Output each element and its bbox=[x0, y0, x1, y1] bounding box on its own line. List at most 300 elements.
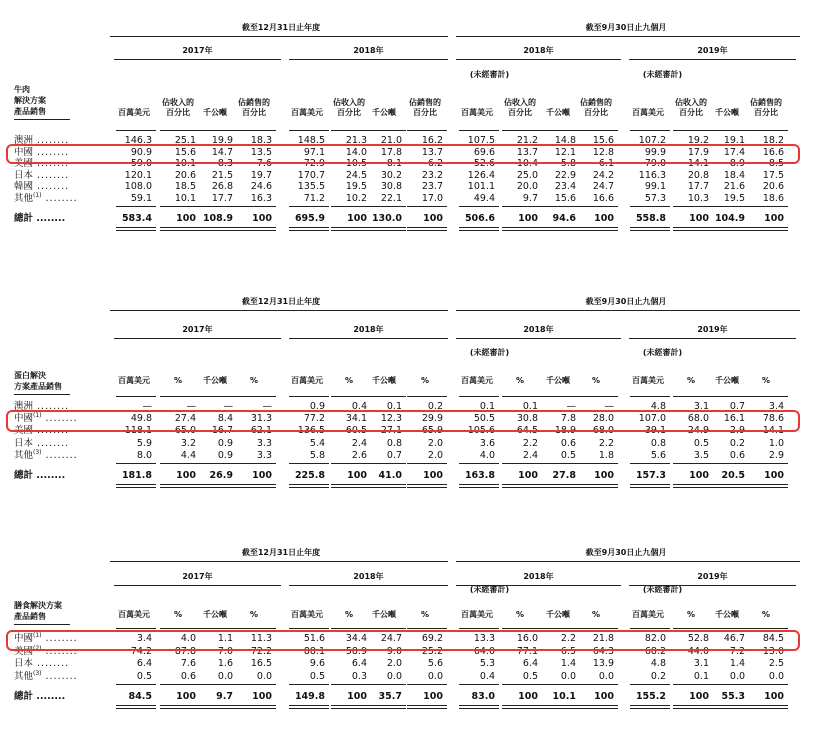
table-cell: 97.1 bbox=[303, 146, 325, 158]
total-double-rule bbox=[540, 227, 580, 231]
column-header-rule bbox=[502, 130, 542, 131]
total-double-rule bbox=[578, 227, 618, 231]
table-cell: 64.3 bbox=[592, 645, 614, 657]
column-header-rule bbox=[366, 628, 406, 629]
total-double-rule bbox=[709, 705, 749, 709]
total-cell: 27.8 bbox=[552, 470, 576, 481]
column-header-rule bbox=[407, 130, 447, 131]
total-rule bbox=[578, 206, 618, 207]
total-rule bbox=[366, 684, 406, 685]
column-header-rule bbox=[748, 130, 788, 131]
table-cell: 10.3 bbox=[687, 193, 709, 204]
total-rule bbox=[116, 463, 156, 464]
total-double-rule bbox=[366, 484, 406, 488]
table-cell: 3.1 bbox=[693, 401, 709, 412]
column-header-rule bbox=[630, 130, 670, 131]
table-cell: 16.5 bbox=[250, 658, 272, 670]
total-double-rule bbox=[502, 705, 542, 709]
table-cell: 20.0 bbox=[516, 181, 538, 193]
total-rule bbox=[630, 206, 670, 207]
column-header-rule bbox=[673, 396, 713, 397]
table-cell: 90.9 bbox=[130, 146, 152, 158]
table-cell: 26.8 bbox=[211, 181, 233, 193]
period-header-full-year: 截至12月31日止年度 bbox=[241, 548, 321, 557]
table-cell: 15.6 bbox=[174, 146, 196, 158]
year-rule bbox=[289, 585, 448, 586]
year-header: 2017年 bbox=[182, 572, 213, 581]
table-cell: 4.4 bbox=[180, 449, 196, 461]
total-rule bbox=[578, 463, 618, 464]
table-cell: 0.3 bbox=[351, 670, 367, 682]
total-cell: 155.2 bbox=[635, 691, 666, 703]
table-cell: 0.0 bbox=[768, 670, 784, 682]
table-cell: 5.6 bbox=[427, 658, 443, 670]
row-label-text: 其他 bbox=[14, 670, 34, 682]
table-cell: 16.3 bbox=[250, 193, 272, 204]
year-header: 2017年 bbox=[182, 325, 213, 334]
table-cell: 7.2 bbox=[729, 645, 745, 657]
total-double-rule bbox=[160, 705, 200, 709]
total-rule bbox=[116, 206, 156, 207]
category-underline bbox=[14, 394, 70, 395]
total-cell: 104.9 bbox=[714, 212, 745, 224]
column-header: 千公噸 bbox=[546, 376, 570, 385]
table-cell: 0.1 bbox=[522, 401, 538, 412]
table-cell: 7.6 bbox=[180, 658, 196, 670]
table-cell: 27.1 bbox=[380, 425, 402, 437]
footnote-marker: (1) bbox=[33, 191, 42, 199]
table-cell: 7.8 bbox=[560, 413, 576, 425]
year-rule bbox=[456, 59, 621, 60]
total-rule bbox=[673, 463, 713, 464]
table-cell: 14.7 bbox=[211, 146, 233, 158]
table-cell: 0.1 bbox=[386, 401, 402, 412]
table-cell: 15.6 bbox=[592, 135, 614, 146]
column-header-rule bbox=[160, 628, 200, 629]
table-cell: 65.0 bbox=[174, 425, 196, 437]
table-cell: 62.1 bbox=[250, 425, 272, 437]
table-cell: 4.0 bbox=[180, 633, 196, 644]
total-label: 總計 ........ bbox=[14, 691, 66, 703]
table-cell: 11.3 bbox=[250, 633, 272, 644]
column-header: % bbox=[515, 610, 524, 619]
total-double-rule bbox=[578, 705, 618, 709]
total-rule bbox=[502, 206, 542, 207]
table-cell: 21.2 bbox=[516, 135, 538, 146]
table-cell: 10.2 bbox=[345, 193, 367, 204]
total-rule bbox=[709, 463, 749, 464]
table-cell: 17.9 bbox=[687, 146, 709, 158]
table-cell: 0.0 bbox=[729, 670, 745, 682]
table-cell: 23.7 bbox=[421, 181, 443, 193]
table-cell: 24.9 bbox=[687, 425, 709, 437]
total-cell: 108.9 bbox=[202, 212, 233, 224]
total-cell: 695.9 bbox=[294, 212, 325, 224]
row-label-text: 其他 bbox=[14, 193, 34, 204]
leader-dots: ........ bbox=[33, 401, 70, 412]
period-rule bbox=[456, 310, 800, 311]
table-cell: 2.4 bbox=[522, 449, 538, 461]
total-rule bbox=[289, 206, 329, 207]
leader-dots: ........ bbox=[41, 193, 78, 204]
table-cell: 21.5 bbox=[211, 169, 233, 181]
table-cell: 21.3 bbox=[345, 135, 367, 146]
column-header: 千公噸 bbox=[203, 108, 227, 117]
table-cell: 28.0 bbox=[592, 413, 614, 425]
total-double-rule bbox=[673, 705, 713, 709]
total-cell: 84.5 bbox=[128, 691, 152, 703]
row-label-text: 澳洲 bbox=[14, 135, 34, 146]
table-cell: 18.5 bbox=[174, 181, 196, 193]
table-cell: 1.1 bbox=[217, 633, 233, 644]
column-header: 千公噸 bbox=[715, 610, 739, 619]
table-cell: 24.6 bbox=[250, 181, 272, 193]
year-rule bbox=[629, 59, 796, 60]
table-cell: 13.0 bbox=[762, 645, 784, 657]
table-cell: 19.5 bbox=[345, 181, 367, 193]
row-label-text: 其他 bbox=[14, 449, 34, 461]
table-cell: 77.2 bbox=[303, 413, 325, 425]
total-cell: 100 bbox=[252, 212, 272, 224]
column-header: % bbox=[344, 376, 353, 385]
total-cell: 83.0 bbox=[471, 691, 495, 703]
table-cell: 0.5 bbox=[309, 670, 325, 682]
leader-dots: ........ bbox=[41, 449, 78, 461]
table-cell: 0.4 bbox=[351, 401, 367, 412]
year-rule bbox=[289, 338, 448, 339]
table-cell: — bbox=[223, 401, 233, 412]
table-cell: 18.4 bbox=[723, 169, 745, 181]
total-double-rule bbox=[236, 227, 276, 231]
table-cell: 0.9 bbox=[309, 401, 325, 412]
table-cell: 13.9 bbox=[592, 658, 614, 670]
table-cell: 16.1 bbox=[723, 413, 745, 425]
table-cell: 18.9 bbox=[554, 425, 576, 437]
table-cell: 21.8 bbox=[592, 633, 614, 644]
table-cell: 135.5 bbox=[297, 181, 325, 193]
total-cell: 100 bbox=[176, 470, 196, 481]
column-header: 百萬美元 bbox=[118, 108, 150, 117]
total-double-rule bbox=[673, 484, 713, 488]
table-cell: 116.3 bbox=[638, 169, 666, 181]
column-header-rule bbox=[407, 396, 447, 397]
column-header-rule bbox=[709, 130, 749, 131]
table-cell: 17.5 bbox=[762, 169, 784, 181]
table-row bbox=[0, 658, 825, 670]
period-header-nine-months: 截至9月30日止九個月 bbox=[585, 23, 667, 32]
period-rule bbox=[456, 561, 800, 562]
table-cell: 2.0 bbox=[386, 658, 402, 670]
table-cell: 126.4 bbox=[467, 169, 495, 181]
table-cell: 17.8 bbox=[380, 146, 402, 158]
row-label-text: 日本 bbox=[14, 169, 34, 181]
column-header-rule bbox=[366, 130, 406, 131]
table-cell: 107.5 bbox=[467, 135, 495, 146]
total-rule bbox=[160, 206, 200, 207]
row-label-text: 美國 bbox=[14, 645, 34, 657]
table-cell: 72.9 bbox=[303, 158, 325, 170]
table-cell: 99.1 bbox=[644, 181, 666, 193]
table-cell: 72.2 bbox=[250, 645, 272, 657]
table-cell: 84.5 bbox=[762, 633, 784, 644]
column-header: 千公噸 bbox=[372, 376, 396, 385]
table-cell: 82.0 bbox=[644, 633, 666, 644]
column-header: % bbox=[515, 376, 524, 385]
year-rule bbox=[114, 59, 281, 60]
table-cell: — bbox=[186, 401, 196, 412]
column-header: 千公噸 bbox=[372, 610, 396, 619]
column-header: 百萬美元 bbox=[291, 376, 323, 385]
total-cell: 157.3 bbox=[635, 470, 666, 481]
total-rule bbox=[459, 206, 499, 207]
total-double-rule bbox=[116, 484, 156, 488]
column-header: 佔銷售的 百分比 bbox=[750, 98, 782, 117]
table-cell: 27.4 bbox=[174, 413, 196, 425]
table-cell: 14.1 bbox=[762, 425, 784, 437]
period-rule bbox=[110, 310, 448, 311]
column-header-rule bbox=[160, 130, 200, 131]
column-header-rule bbox=[407, 628, 447, 629]
table-cell: 77.1 bbox=[516, 645, 538, 657]
total-rule bbox=[748, 206, 788, 207]
column-header-rule bbox=[236, 628, 276, 629]
total-double-rule bbox=[197, 227, 237, 231]
total-rule bbox=[331, 463, 371, 464]
total-double-rule bbox=[630, 705, 670, 709]
row-label bbox=[14, 671, 78, 683]
total-row bbox=[0, 691, 825, 703]
table-cell: 3.2 bbox=[180, 437, 196, 449]
column-header: 佔收入的 百分比 bbox=[504, 98, 536, 117]
column-header: % bbox=[344, 610, 353, 619]
total-rule bbox=[502, 463, 542, 464]
table-cell: 9.6 bbox=[309, 658, 325, 670]
table-cell: 30.2 bbox=[380, 169, 402, 181]
total-rule bbox=[540, 684, 580, 685]
leader-dots: ........ bbox=[41, 413, 78, 425]
total-cell: 100 bbox=[347, 212, 367, 224]
column-header: 千公噸 bbox=[715, 108, 739, 117]
total-double-rule bbox=[331, 227, 371, 231]
table-cell: 59.1 bbox=[130, 193, 152, 204]
table-cell: 2.4 bbox=[351, 437, 367, 449]
table-cell: 2.5 bbox=[768, 658, 784, 670]
total-cell: 100 bbox=[594, 691, 614, 703]
total-cell: 130.0 bbox=[371, 212, 402, 224]
table-cell: 52.8 bbox=[687, 633, 709, 644]
column-header-rule bbox=[366, 396, 406, 397]
column-header-rule bbox=[709, 396, 749, 397]
table-cell: 12.1 bbox=[554, 146, 576, 158]
table-cell: 60.5 bbox=[345, 425, 367, 437]
table-cell: 0.0 bbox=[386, 670, 402, 682]
total-cell: 100 bbox=[764, 470, 784, 481]
period-header-full-year: 截至12月31日止年度 bbox=[241, 23, 321, 32]
table-cell: 0.2 bbox=[427, 401, 443, 412]
table-cell: 16.7 bbox=[211, 425, 233, 437]
table-cell: 13.3 bbox=[473, 633, 495, 644]
category-label bbox=[14, 600, 62, 622]
table-row bbox=[0, 181, 825, 193]
column-header-rule bbox=[331, 130, 371, 131]
column-header-rule bbox=[748, 396, 788, 397]
column-header-rule bbox=[459, 628, 499, 629]
year-rule bbox=[456, 338, 621, 339]
table-cell: 0.9 bbox=[217, 437, 233, 449]
table-cell: 13.7 bbox=[516, 146, 538, 158]
column-header-rule bbox=[502, 396, 542, 397]
total-cell: 163.8 bbox=[464, 470, 495, 481]
footnote-marker: (3) bbox=[33, 669, 42, 677]
total-double-rule bbox=[366, 705, 406, 709]
table-cell: 30.8 bbox=[380, 181, 402, 193]
total-cell: 94.6 bbox=[552, 212, 576, 224]
table-cell: 0.6 bbox=[729, 449, 745, 461]
table-cell: 2.0 bbox=[427, 449, 443, 461]
total-rule bbox=[197, 206, 237, 207]
table-cell: 17.7 bbox=[211, 193, 233, 204]
total-label: 總計 ........ bbox=[14, 212, 66, 224]
unaudited-note: (未經審計) bbox=[642, 348, 683, 357]
footnote-marker: (1) bbox=[33, 631, 42, 639]
column-header: 佔收入的 百分比 bbox=[162, 98, 194, 117]
unaudited-note: (未經審計) bbox=[642, 70, 683, 79]
category-label-line: 產品銷售 bbox=[14, 107, 46, 116]
column-header: 百萬美元 bbox=[118, 376, 150, 385]
table-cell: 39.1 bbox=[644, 425, 666, 437]
table-cell: 24.2 bbox=[592, 169, 614, 181]
table-cell: 5.9 bbox=[136, 437, 152, 449]
table-cell: 16.6 bbox=[762, 146, 784, 158]
table-cell: 6.4 bbox=[522, 658, 538, 670]
table-cell: 65.9 bbox=[421, 425, 443, 437]
period-rule bbox=[110, 36, 448, 37]
table-cell: 5.4 bbox=[309, 437, 325, 449]
total-double-rule bbox=[289, 484, 329, 488]
table-cell: 15.6 bbox=[554, 193, 576, 204]
total-double-rule bbox=[630, 227, 670, 231]
table-cell: 3.6 bbox=[479, 437, 495, 449]
table-cell: 107.2 bbox=[638, 135, 666, 146]
column-header: 千公噸 bbox=[203, 376, 227, 385]
table-cell: 44.0 bbox=[687, 645, 709, 657]
table-cell: — bbox=[566, 401, 576, 412]
table-cell: 34.4 bbox=[345, 633, 367, 644]
table-cell: 20.6 bbox=[174, 169, 196, 181]
total-double-rule bbox=[540, 705, 580, 709]
table-cell: 0.5 bbox=[522, 670, 538, 682]
footnote-marker: (2) bbox=[33, 644, 42, 652]
table-cell: 79.0 bbox=[644, 158, 666, 170]
total-rule bbox=[709, 206, 749, 207]
total-rule bbox=[630, 684, 670, 685]
total-double-rule bbox=[459, 227, 499, 231]
total-cell: 100 bbox=[689, 691, 709, 703]
table-cell: 20.8 bbox=[687, 169, 709, 181]
table-cell: 50.5 bbox=[473, 413, 495, 425]
column-header-rule bbox=[331, 396, 371, 397]
total-cell: 100 bbox=[423, 212, 443, 224]
table-cell: 0.6 bbox=[560, 437, 576, 449]
column-header: % bbox=[686, 376, 695, 385]
column-header: 百萬美元 bbox=[632, 610, 664, 619]
table-cell: 18.6 bbox=[762, 193, 784, 204]
table-cell: 0.6 bbox=[180, 670, 196, 682]
table-cell: 0.5 bbox=[560, 449, 576, 461]
table-cell: 49.4 bbox=[473, 193, 495, 204]
column-header-rule bbox=[630, 628, 670, 629]
table-cell: 0.0 bbox=[598, 670, 614, 682]
table-cell: 2.9 bbox=[729, 425, 745, 437]
total-rule bbox=[748, 463, 788, 464]
period-header-full-year: 截至12月31日止年度 bbox=[241, 297, 321, 306]
total-rule bbox=[407, 463, 447, 464]
footnote-marker: (3) bbox=[33, 448, 42, 456]
row-label bbox=[14, 658, 69, 670]
table-cell: 5.6 bbox=[650, 449, 666, 461]
column-header: % bbox=[249, 376, 258, 385]
table-cell: 99.9 bbox=[644, 146, 666, 158]
leader-dots: ........ bbox=[33, 658, 70, 670]
table-row bbox=[0, 671, 825, 683]
total-cell: 100 bbox=[594, 212, 614, 224]
total-rule bbox=[630, 463, 670, 464]
table-cell: 6.1 bbox=[598, 158, 614, 170]
row-label-text: 日本 bbox=[14, 437, 34, 449]
column-header: 百萬美元 bbox=[461, 108, 493, 117]
column-header: % bbox=[173, 610, 182, 619]
total-rule bbox=[748, 684, 788, 685]
table-cell: 17.7 bbox=[687, 181, 709, 193]
total-rule bbox=[459, 463, 499, 464]
table-cell: 14.8 bbox=[554, 135, 576, 146]
table-cell: 12.8 bbox=[592, 146, 614, 158]
column-header-rule bbox=[331, 628, 371, 629]
table-cell: 22.9 bbox=[554, 169, 576, 181]
row-label bbox=[14, 438, 69, 450]
column-header: % bbox=[420, 376, 429, 385]
total-rule bbox=[160, 684, 200, 685]
column-header: % bbox=[249, 610, 258, 619]
total-rule bbox=[116, 684, 156, 685]
total-rule bbox=[236, 206, 276, 207]
total-cell: 583.4 bbox=[121, 212, 152, 224]
table-cell: 1.0 bbox=[768, 437, 784, 449]
category-label-line: 牛肉 bbox=[14, 85, 30, 94]
table-cell: 2.2 bbox=[560, 633, 576, 644]
total-rule bbox=[709, 684, 749, 685]
table-cell: 108.0 bbox=[124, 181, 152, 193]
table-cell: 1.4 bbox=[560, 658, 576, 670]
table-row bbox=[0, 438, 825, 450]
table-cell: 8.0 bbox=[136, 449, 152, 461]
row-label-text: 中國 bbox=[14, 633, 34, 644]
column-header: % bbox=[591, 376, 600, 385]
table-cell: 7.6 bbox=[256, 158, 272, 170]
table-cell: 120.1 bbox=[124, 169, 152, 181]
total-cell: 100 bbox=[423, 470, 443, 481]
year-header: 2019年 bbox=[697, 325, 728, 334]
total-double-rule bbox=[331, 484, 371, 488]
total-double-rule bbox=[748, 484, 788, 488]
table-cell: 107.0 bbox=[638, 413, 666, 425]
table-cell: 20.6 bbox=[762, 181, 784, 193]
total-rule bbox=[331, 206, 371, 207]
total-rule bbox=[673, 684, 713, 685]
table-cell: 0.2 bbox=[729, 437, 745, 449]
total-cell: 100 bbox=[518, 470, 538, 481]
table-cell: 13.5 bbox=[250, 146, 272, 158]
